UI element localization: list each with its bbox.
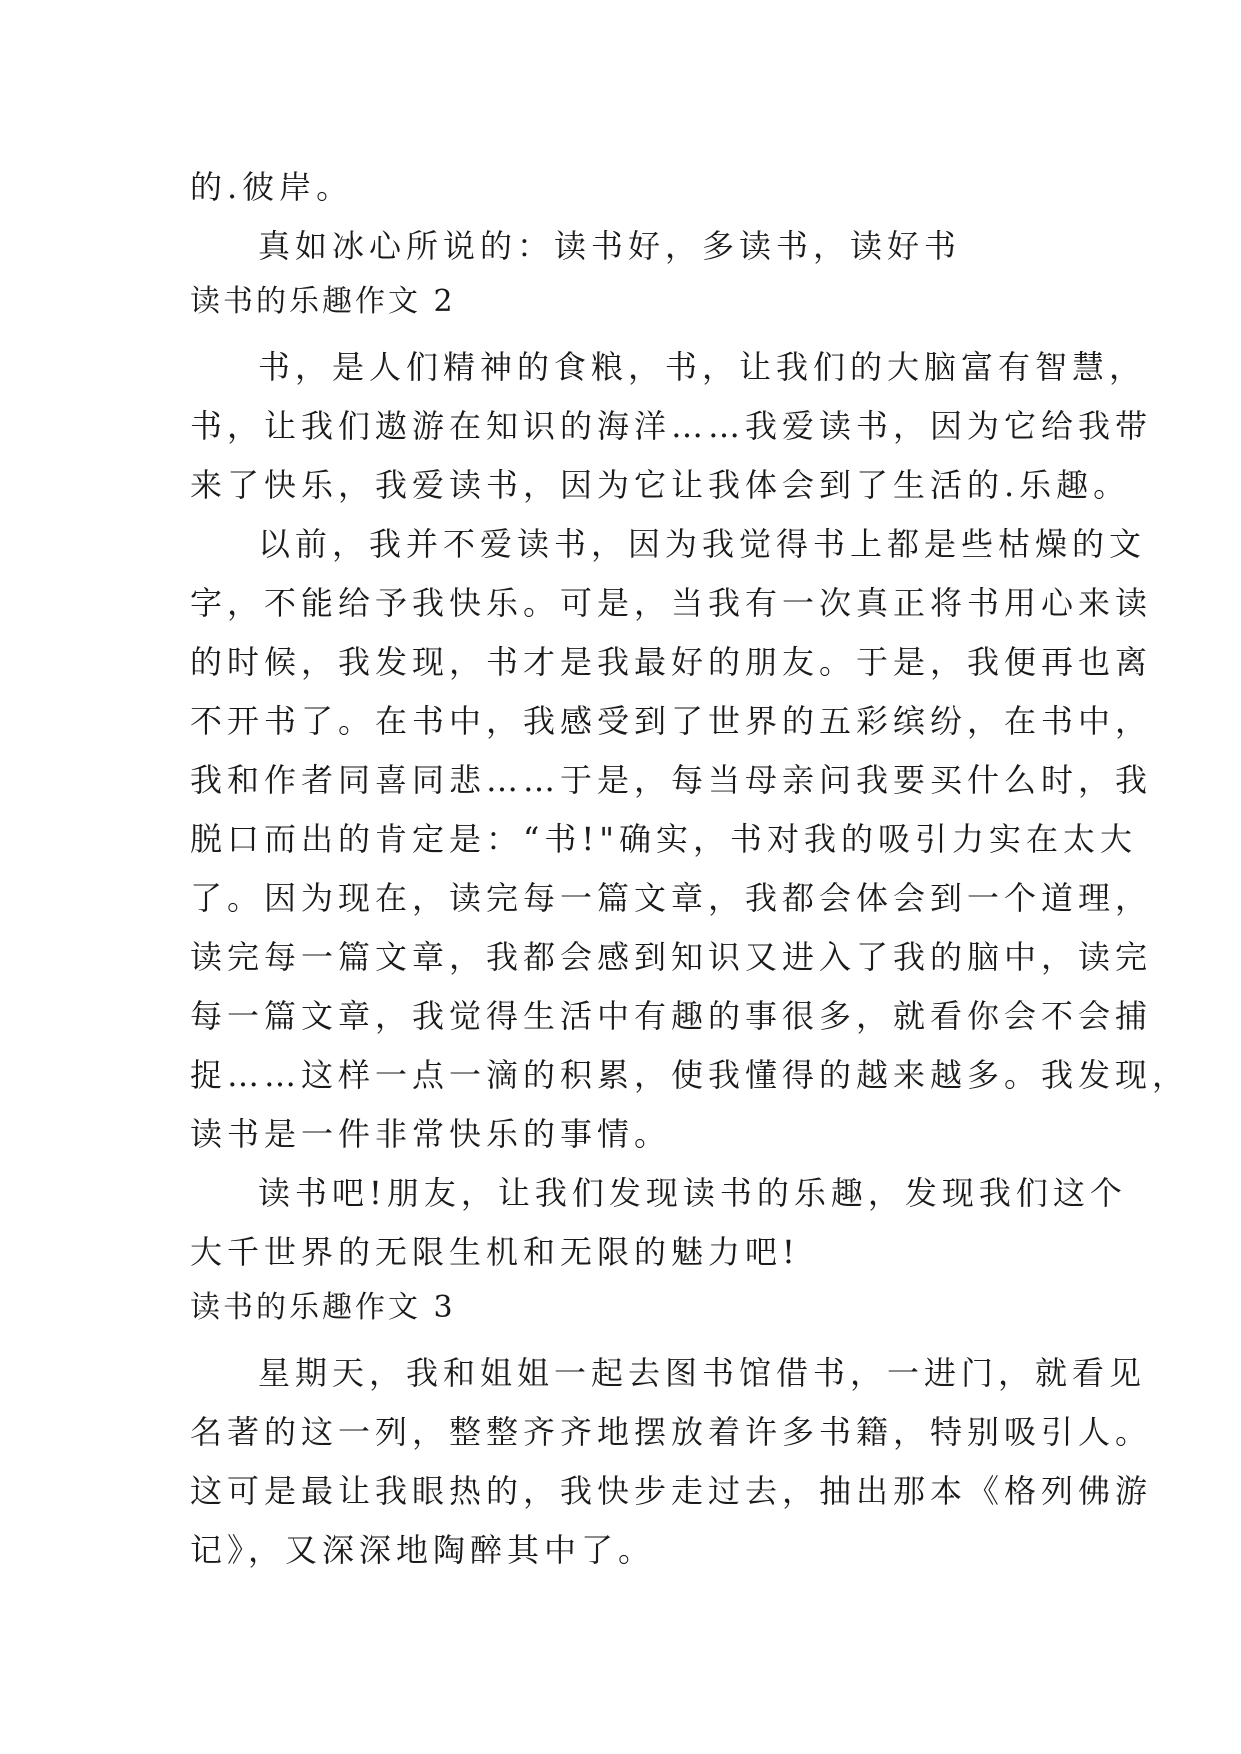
document-body — [190, 158, 1190, 1580]
body-line: 的.彼岸。 — [190, 168, 354, 206]
body-line: 来了快乐，我爱读书，因为它让我体会到了生活的.乐趣。 — [190, 466, 1131, 504]
body-line: 以前，我并不爱读书，因为我觉得书上都是些枯燥的文 — [258, 525, 1147, 563]
paragraph — [190, 515, 1190, 1164]
body-line: 读完每一篇文章，我都会感到知识又进入了我的脑中，读完 — [190, 938, 1153, 976]
paragraph — [190, 1164, 1127, 1282]
body-line: 书，是人们精神的食粮，书，让我们的大脑富有智慧， — [258, 348, 1147, 386]
paragraph — [190, 338, 1153, 515]
body-line: 读书吧!朋友，让我们发现读书的乐趣，发现我们这个 — [258, 1174, 1127, 1212]
body-line: 脱口而出的肯定是：“书!"确实，书对我的吸引力实在太大 — [190, 820, 1137, 858]
body-line: 读书是一件非常快乐的事情。 — [190, 1115, 672, 1153]
body-line: 真如冰心所说的：读书好，多读书，读好书 — [258, 227, 962, 265]
body-line: 书，让我们遨游在知识的海洋……我爱读书，因为它给我带 — [190, 407, 1153, 445]
paragraph — [190, 1344, 1153, 1580]
body-line: 我和作者同喜同悲……于是，每当母亲问我要买什么时，我 — [190, 761, 1153, 799]
body-line: 捉……这样一点一滴的积累，使我懂得的越来越多。我发现， — [190, 1056, 1190, 1094]
body-line: 字，不能给予我快乐。可是，当我有一次真正将书用心来读 — [190, 584, 1153, 622]
body-line: 每一篇文章，我觉得生活中有趣的事很多，就看你会不会捕 — [190, 997, 1153, 1035]
section-title: 读书的乐趣作文 3 — [190, 1290, 456, 1325]
spacer — [190, 1334, 1050, 1344]
body-line: 了。因为现在，读完每一篇文章，我都会体会到一个道理， — [190, 879, 1153, 917]
body-line: 名著的这一列，整整齐齐地摆放着许多书籍，特别吸引人。 — [190, 1413, 1153, 1451]
section-title: 读书的乐趣作文 2 — [190, 284, 456, 319]
body-line: 的时候，我发现，书才是我最好的朋友。于是，我便再也离 — [190, 643, 1153, 681]
body-line: 星期天，我和姐姐一起去图书馆借书，一进门，就看见 — [258, 1354, 1147, 1392]
body-line: 不开书了。在书中，我感受到了世界的五彩缤纷，在书中， — [190, 702, 1153, 740]
body-line: 大千世界的无限生机和无限的魅力吧! — [190, 1233, 800, 1271]
body-line: 这可是最让我眼热的，我快步走过去，抽出那本《格列佛游 — [190, 1472, 1153, 1510]
spacer — [190, 328, 1050, 338]
body-line: 记》，又深深地陶醉其中了。 — [190, 1531, 656, 1569]
